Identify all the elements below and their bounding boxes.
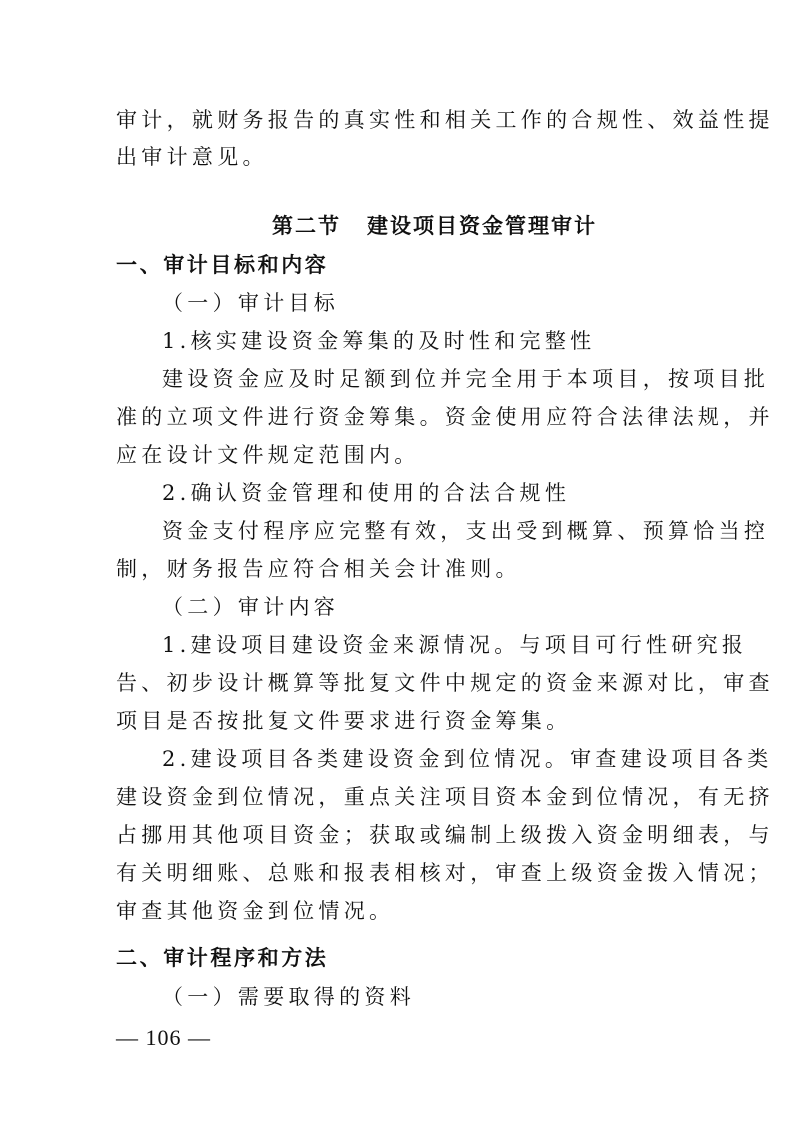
paragraph-line: 资金支付程序应完整有效，支出受到概算、预算恰当控 [162,519,770,543]
section-title: 建设项目资金管理审计 [367,214,597,238]
paragraph-line: 建设资金到位情况，重点关注项目资本金到位情况，有无挤 [116,785,774,809]
paragraph-line: 审计，就财务报告的真实性和相关工作的合规性、效益性提 [116,108,774,132]
paragraph-line: 制，财务报告应符合相关会计准则。 [116,557,521,581]
paragraph-line: 1.建设项目建设资金来源情况。与项目可行性研究报 [162,633,748,657]
paragraph-line: 准的立项文件进行资金筹集。资金使用应符合法律法规，并 [116,405,774,429]
section-number: 第二节 [272,214,341,238]
paragraph-line: 告、初步设计概算等批复文件中规定的资金来源对比，审查 [116,671,774,695]
heading-level-2: （一）审计目标 [162,291,340,315]
heading-level-2: （一）需要取得的资料 [162,985,415,1009]
heading-level-1: 二、审计程序和方法 [116,946,329,970]
heading-level-1: 一、审计目标和内容 [116,253,329,277]
paragraph-line: 2.建设项目各类建设资金到位情况。审查建设项目各类 [162,747,773,771]
item-title: 1.核实建设资金筹集的及时性和完整性 [162,329,596,353]
paragraph-line: 建设资金应及时足额到位并完全用于本项目，按项目批 [162,367,770,391]
heading-level-2: （二）审计内容 [162,595,340,619]
paragraph-line: 应在设计文件规定范围内。 [116,443,420,467]
item-title: 2.确认资金管理和使用的合法合规性 [162,481,571,505]
paragraph-line: 占挪用其他项目资金；获取或编制上级拨入资金明细表，与 [116,823,774,847]
paragraph-line: 审查其他资金到位情况。 [116,899,395,923]
page-number: — 106 — [116,1025,211,1050]
section-heading [272,212,597,240]
paragraph-line: 项目是否按批复文件要求进行资金筹集。 [116,709,572,733]
paragraph-line: 出审计意见。 [116,145,268,169]
paragraph-line: 有关明细账、总账和报表相核对，审查上级资金拨入情况； [116,861,774,885]
